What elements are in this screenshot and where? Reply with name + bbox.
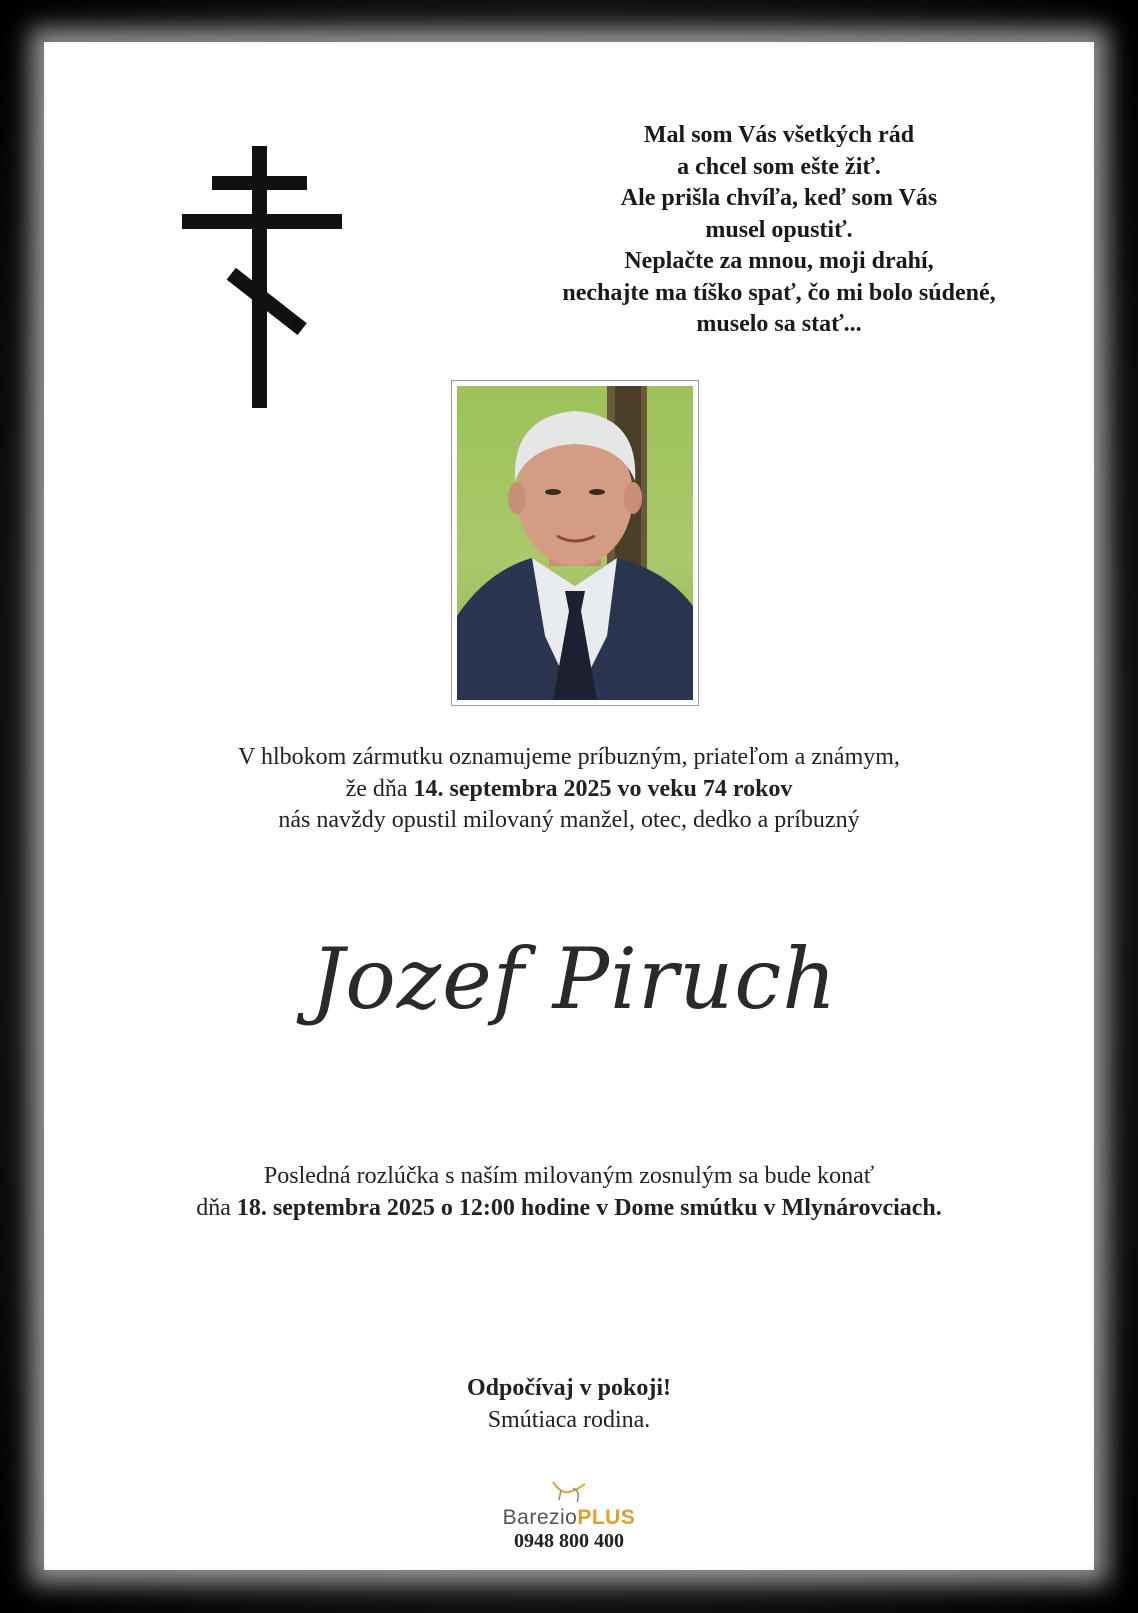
funeral-text: dňa bbox=[196, 1195, 237, 1221]
orthodox-cross-icon bbox=[182, 146, 352, 416]
funeral-date-place: 18. septembra 2025 o 12:00 hodine v Dome smútku v Mlynárovciach. bbox=[236, 1195, 942, 1221]
announcement-line: nás navždy opustil milovaný manžel, otec, dedko a príbuzný bbox=[278, 807, 860, 833]
service-name bbox=[444, 1506, 694, 1530]
poem-line: musel opustiť. bbox=[705, 216, 853, 243]
announcement-line bbox=[134, 774, 1004, 806]
poem-line: Ale prišla chvíľa, keď som Vás bbox=[620, 185, 938, 211]
poem-line: nechajte ma tíško spať, čo mi bolo súdené, bbox=[562, 279, 996, 306]
funeral-service-logo bbox=[444, 1478, 694, 1552]
funeral-line bbox=[84, 1192, 1054, 1224]
obituary-sheet bbox=[44, 42, 1094, 1570]
portrait-photo bbox=[457, 386, 693, 700]
announcement-line: V hlbokom zármutku oznamujeme príbuzným, priateľom a známym, bbox=[238, 744, 900, 770]
poem-line: Mal som Vás všetkých rád bbox=[643, 122, 915, 148]
portrait-frame bbox=[451, 380, 699, 706]
announcement-text: že dňa bbox=[345, 775, 414, 802]
poem-line: a chcel som ešte žiť. bbox=[677, 153, 881, 180]
poem-line: muselo sa stať... bbox=[696, 311, 862, 337]
poem-line: Neplačte za mnou, moji drahí, bbox=[624, 248, 934, 274]
funeral-info bbox=[84, 1160, 1054, 1224]
rest-in-peace: Odpočívaj v pokoji! bbox=[466, 1375, 672, 1401]
service-name-main: Barezio bbox=[502, 1506, 578, 1529]
service-phone: 0948 800 400 bbox=[514, 1530, 624, 1552]
closing bbox=[344, 1372, 794, 1436]
deceased-name: Jozef Piruch bbox=[310, 930, 838, 1028]
death-date-age: 14. septembra 2025 vo veku 74 rokov bbox=[413, 775, 793, 802]
poem bbox=[499, 120, 1059, 341]
bird-logo-icon bbox=[547, 1478, 591, 1506]
family-signature: Smútiaca rodina. bbox=[487, 1407, 651, 1433]
death-announcement bbox=[134, 742, 1004, 837]
funeral-line: Posledná rozlúčka s naším milovaným zosnulým sa bude konať bbox=[263, 1163, 875, 1189]
service-name-accent: PLUS bbox=[577, 1506, 636, 1529]
